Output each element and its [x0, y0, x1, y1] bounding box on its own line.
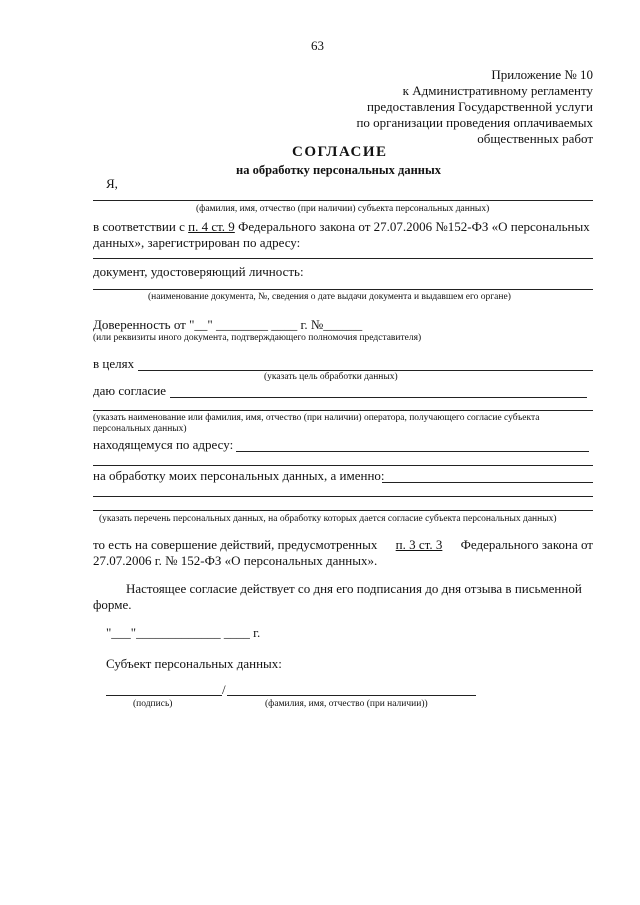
- operator-hint-1: (указать наименование или фамилия, имя, отчество (при наличии) оператора, получающего согласие субъекта: [93, 413, 540, 423]
- fio-field[interactable]: [93, 200, 593, 201]
- id-doc-label: документ, удостоверяющий личность:: [93, 264, 304, 279]
- purpose-hint: (указать цель обработки данных): [264, 372, 398, 382]
- name-field[interactable]: [227, 695, 476, 696]
- power-of-attorney[interactable]: Доверенность от "__" ________ ____ г. №______: [93, 317, 363, 332]
- processing-label: на обработку моих персональных данных, а именно:: [93, 468, 385, 483]
- actions-line-2: 27.07.2006 г. № 152-ФЗ «О персональных данных».: [93, 553, 378, 568]
- date-line[interactable]: "___"_____________ ____ г.: [106, 625, 261, 640]
- validity-line-2: форме.: [93, 597, 132, 612]
- appendix-line-1: Приложение № 10: [491, 67, 593, 82]
- personal-data-field-3[interactable]: [93, 510, 593, 511]
- operator-address-field[interactable]: [236, 451, 589, 452]
- consent-field[interactable]: [170, 397, 587, 398]
- signature-separator: /: [222, 682, 226, 697]
- law-link-p4-st9[interactable]: п. 4 ст. 9: [188, 219, 235, 234]
- actions-suffix: Федерального закона от: [460, 537, 593, 552]
- signature-hint: (подпись): [133, 699, 173, 709]
- law-link-p3-st3[interactable]: п. 3 ст. 3: [395, 537, 443, 552]
- personal-data-field-1[interactable]: [382, 482, 593, 483]
- i-label: Я,: [106, 176, 118, 191]
- address-label: находящемуся по адресу:: [93, 437, 234, 452]
- appendix-line-3: предоставления Государственной услуги: [366, 99, 593, 114]
- operator-address-field-2[interactable]: [93, 465, 593, 466]
- fio-hint: (фамилия, имя, отчество (при наличии) субъекта персональных данных): [196, 204, 490, 214]
- accordance-line-1: [93, 219, 590, 235]
- consent-label: даю согласие: [93, 383, 167, 398]
- list-hint: (указать перечень персональных данных, на обработку которых дается согласие субъекта персональных данных): [99, 514, 557, 524]
- actions-line-1: [93, 537, 593, 553]
- id-doc-field[interactable]: [93, 289, 593, 290]
- validity-line-1: Настоящее согласие действует со дня его подписания до дня отзыва в письменной: [126, 581, 582, 596]
- signature-field[interactable]: [106, 695, 222, 696]
- address-field[interactable]: [93, 258, 593, 259]
- appendix-line-2: к Административному регламенту: [402, 83, 593, 98]
- accordance-suffix: Федерального закона от 27.07.2006 №152-ФЗ «О персональных: [234, 219, 590, 234]
- appendix-line-4: по организации проведения оплачиваемых: [356, 115, 593, 130]
- purpose-field[interactable]: [138, 370, 593, 371]
- page-number: 63: [311, 38, 324, 53]
- power-hint: (или реквизиты иного документа, подтверждающего полномочия представителя): [93, 333, 422, 343]
- actions-prefix: то есть на совершение действий, предусмотренных: [93, 537, 378, 552]
- name-hint: (фамилия, имя, отчество (при наличии)): [265, 699, 428, 709]
- accordance-line-2: данных», зарегистрирован по адресу:: [93, 235, 301, 250]
- purpose-label: в целях: [93, 356, 135, 371]
- document-subtitle: на обработку персональных данных: [236, 163, 441, 177]
- subject-label: Субъект персональных данных:: [106, 656, 282, 671]
- document-title: СОГЛАСИЕ: [292, 144, 388, 160]
- id-doc-hint: (наименование документа, №, сведения о дате выдачи документа и выдавшем его органе): [148, 292, 511, 302]
- accordance-prefix: в соответствии с: [93, 219, 189, 234]
- operator-hint-2: персональных данных): [93, 424, 187, 434]
- personal-data-field-2[interactable]: [93, 496, 593, 497]
- operator-field[interactable]: [93, 410, 593, 411]
- appendix-line-5: общественных работ: [477, 131, 593, 146]
